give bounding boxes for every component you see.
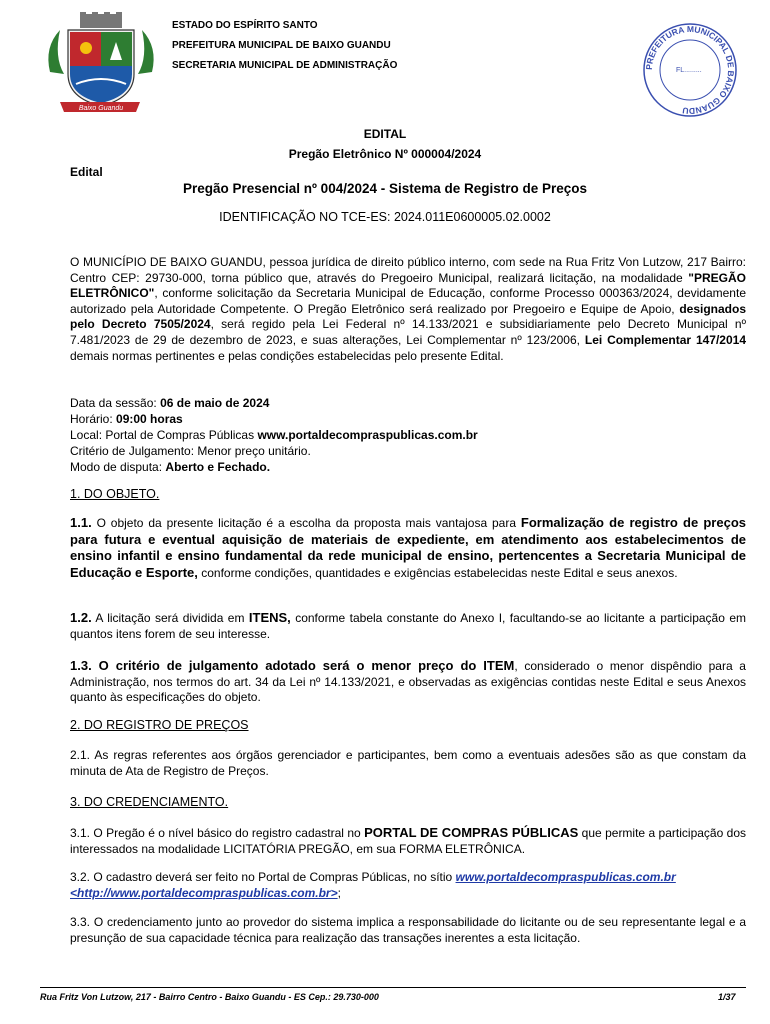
section-3-heading: 3. DO CREDENCIAMENTO. — [70, 795, 229, 809]
portal-url-link[interactable]: <http://www.portaldecompraspublicas.com.br> — [70, 885, 338, 900]
pregao-presencial-title: Pregão Presencial nº 004/2024 - Sistema de Registro de Preços — [182, 181, 588, 196]
session-location: Local: Portal de Compras Públicas www.portaldecompraspublicas.com.br — [70, 428, 478, 442]
municipal-crest-logo — [40, 12, 162, 120]
page-number: 1/37 — [718, 992, 736, 1002]
municipal-stamp — [640, 20, 740, 120]
edital-label: Edital — [70, 165, 103, 179]
header-prefeitura: PREFEITURA MUNICIPAL DE BAIXO GUANDU — [172, 40, 391, 51]
intro-paragraph: O MUNICÍPIO DE BAIXO GUANDU, pessoa jurídica de direito público interno, com sede na Rua Fritz Von Lutzow, 217 Bairro: Centro CEP: 29730-000, torna público que, através do Pregoeiro Municipal, realizará licitação, na modalidade "PREGÃO ELETRÔNICO", conforme solicitação da Secretaria Municipal de Educação, conforme Processo 000363/2024, devidamente autorizado pela Autoridade Competente. O Pregão Eletrônico será realizado por Pregoeiro e Equipe de Apoio, designados pelo Decreto 7505/2024, será regido pela Lei Federal nº 14.133/2021 e subsidiariamente pelo Decreto Municipal nº 7.481/2023 de 29 de dezembro de 2023, e suas alterações, Lei Complementar nº 123/2006, Lei Complementar 147/2014 demais normas pertinentes e pelas condições estabelecidas pelo presente Edital. — [70, 255, 746, 363]
section-2-heading: 2. DO REGISTRO DE PREÇOS — [70, 718, 249, 732]
portal-link[interactable]: www.portaldecompraspublicas.com.br — [455, 870, 676, 884]
footer-divider — [40, 987, 746, 988]
clause-1-3: 1.3. O critério de julgamento adotado será o menor preço do ITEM, considerado o menor dispêndio para a Administração, nos termos do art. 34 da Lei nº 14.133/2021, e observadas as exigências contidas neste Edital e seus Anexos quanto às especificações do objeto. — [70, 658, 746, 705]
header-state: ESTADO DO ESPÍRITO SANTO — [172, 20, 318, 31]
document-title: EDITAL — [363, 127, 407, 141]
svg-text:FL.........: FL......... — [676, 67, 702, 74]
session-criteria: Critério de Julgamento: Menor preço unitário. — [70, 444, 311, 458]
header-secretaria: SECRETARIA MUNICIPAL DE ADMINISTRAÇÃO — [172, 60, 398, 71]
session-date: Data da sessão: 06 de maio de 2024 — [70, 396, 270, 410]
svg-text:PREFEITURA MUNICIPAL DE BAIXO: PREFEITURA MUNICIPAL DE BAIXO GUANDU — [643, 23, 737, 117]
section-1-heading: 1. DO OBJETO. — [70, 487, 160, 501]
session-dispute-mode: Modo de disputa: Aberto e Fechado. — [70, 460, 271, 474]
svg-text:Baixo Guandu: Baixo Guandu — [78, 105, 124, 112]
session-time: Horário: 09:00 horas — [70, 412, 183, 426]
clause-3-2: 3.2. O cadastro deverá ser feito no Portal de Compras Públicas, no sítio www.portaldecompraspublicas.com.br <http://www.portaldecompraspublicas.com.br>; — [70, 870, 676, 900]
footer-address: Rua Fritz Von Lutzow, 217 - Bairro Centro - Baixo Guandu - ES Cep.: 29.730-000 — [40, 992, 379, 1002]
clause-3-3: 3.3. O credenciamento junto ao provedor do sistema implica a responsabilidade do licitante ou de seu representante legal e a presunção de sua capacidade técnica para realização das transações inerentes a esta licitação. — [70, 915, 746, 945]
clause-1-1: 1.1. O objeto da presente licitação é a escolha da proposta mais vantajosa para Formalização de registro de preços para futura e eventual aquisição de materiais de expediente, em atendimento aos estabelecimentos de ensino infantil e ensino fundamental da rede municipal de ensino, pertencentes a Secretaria Municipal de Educação e Esporte, conforme condições, quantidades e exigências estabelecidas neste Edital e seus anexos. — [70, 515, 746, 580]
clause-3-1: 3.1. O Pregão é o nível básico do registro cadastral no PORTAL DE COMPRAS PÚBLICAS que permite a participação dos interessados na modalidade LICITATÓRIA PREGÃO, em sua FORMA ELETRÔNICA. — [70, 825, 746, 856]
tce-identification: IDENTIFICAÇÃO NO TCE-ES: 2024.011E0600005.02.0002 — [219, 210, 551, 224]
pregao-number: Pregão Eletrônico Nº 000004/2024 — [288, 147, 482, 161]
session-info — [70, 395, 478, 475]
clause-1-2: 1.2. A licitação será dividida em ITENS, conforme tabela constante do Anexo I, facultando-se ao licitante a participação em quantos itens forem de seu interesse. — [70, 610, 746, 641]
clause-2-1: 2.1. As regras referentes aos órgãos gerenciador e participantes, bem como a eventuais adesões são as que constam da minuta de Ata de Registro de Preços. — [70, 748, 746, 778]
